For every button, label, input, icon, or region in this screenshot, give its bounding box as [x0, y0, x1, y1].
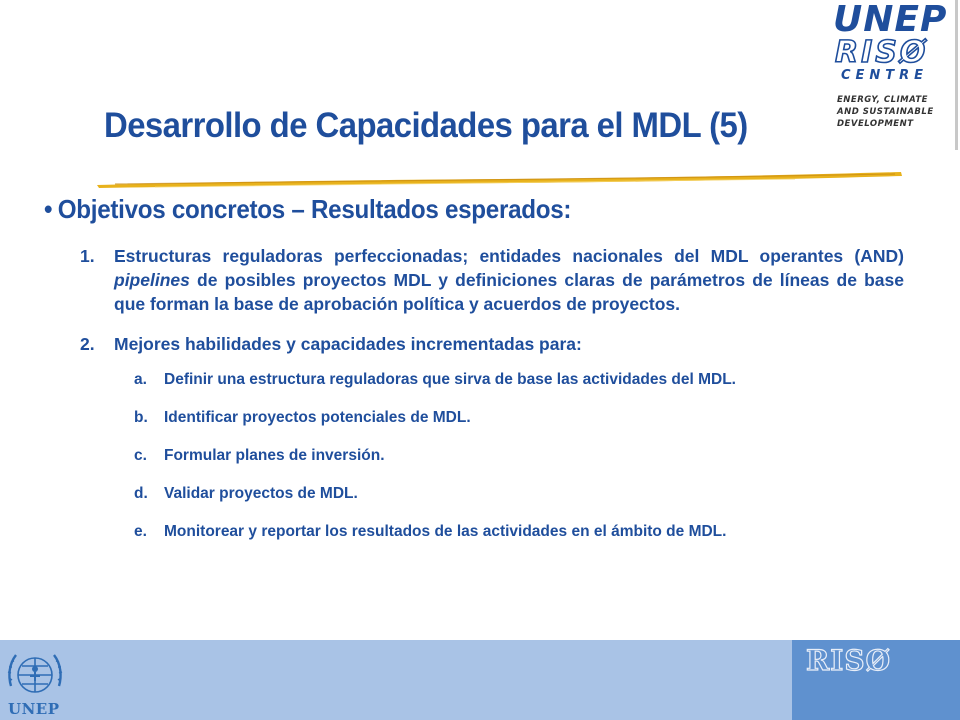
logo-riso-text: RISØ — [835, 35, 929, 70]
list-item-text: Mejores habilidades y capacidades incrementadas para: — [114, 334, 582, 354]
logo-centre-text: CENTRE — [841, 68, 929, 83]
list-item-number: 2. — [80, 334, 95, 354]
sub-list-text: Definir una estructura reguladoras que sirva de base las actividades del MDL. — [164, 371, 736, 388]
list-item-italic-term: pipelines — [114, 270, 190, 290]
logo-tagline-line: DEVELOPMENT — [837, 119, 914, 129]
footer-riso-panel — [792, 640, 960, 720]
logo-tagline-line: ENERGY, CLIMATE — [837, 95, 928, 105]
logo-tagline — [837, 94, 955, 130]
sub-list-item — [134, 446, 904, 466]
footer-riso-logo-text: RISØ — [806, 644, 891, 677]
footer-unep-logo-text: UNEP — [8, 700, 60, 718]
sub-list-text: Validar proyectos de MDL. — [164, 485, 358, 502]
list-item — [80, 332, 904, 356]
unep-riso-centre-logo — [823, 0, 958, 150]
sub-list-letter: b. — [134, 409, 148, 426]
list-item-text-part: Estructuras reguladoras perfeccionadas; entidades nacionales del MDL operantes (AND) — [114, 246, 904, 266]
sub-list-text: Monitorear y reportar los resultados de las actividades en el ámbito de MDL. — [164, 523, 727, 540]
logo-tagline-line: AND SUSTAINABLE — [837, 107, 934, 117]
sub-list-letter: d. — [134, 485, 148, 502]
list-item-text-part: de posibles proyectos MDL y definiciones claras de parámetros de líneas de base que forman la base de aprobación política y acuerdos de proyectos. — [114, 270, 904, 314]
sub-list-item — [134, 484, 904, 504]
logo-unep-text: UNEP — [833, 0, 948, 40]
sub-list-letter: a. — [134, 371, 147, 388]
unep-emblem-icon — [6, 646, 64, 704]
sub-list-item — [134, 408, 904, 428]
section-heading — [44, 194, 571, 225]
sub-list-item — [134, 522, 904, 542]
results-list — [80, 244, 904, 560]
list-item-number: 1. — [80, 246, 95, 266]
slide-title: Desarrollo de Capacidades para el MDL (5) — [104, 106, 748, 145]
sub-list — [134, 370, 904, 542]
bullet-icon: • — [44, 194, 53, 224]
footer-band — [0, 640, 960, 720]
list-item-text — [114, 244, 904, 316]
sub-list-item — [134, 370, 904, 390]
list-item — [80, 244, 904, 316]
sub-list-letter: c. — [134, 447, 147, 464]
section-heading-text: Objetivos concretos – Resultados esperados: — [57, 194, 572, 224]
sub-list-text: Formular planes de inversión. — [164, 447, 385, 464]
sub-list-letter: e. — [134, 523, 147, 540]
title-underline-brush — [95, 170, 905, 190]
sub-list-text: Identificar proyectos potenciales de MDL. — [164, 409, 471, 426]
